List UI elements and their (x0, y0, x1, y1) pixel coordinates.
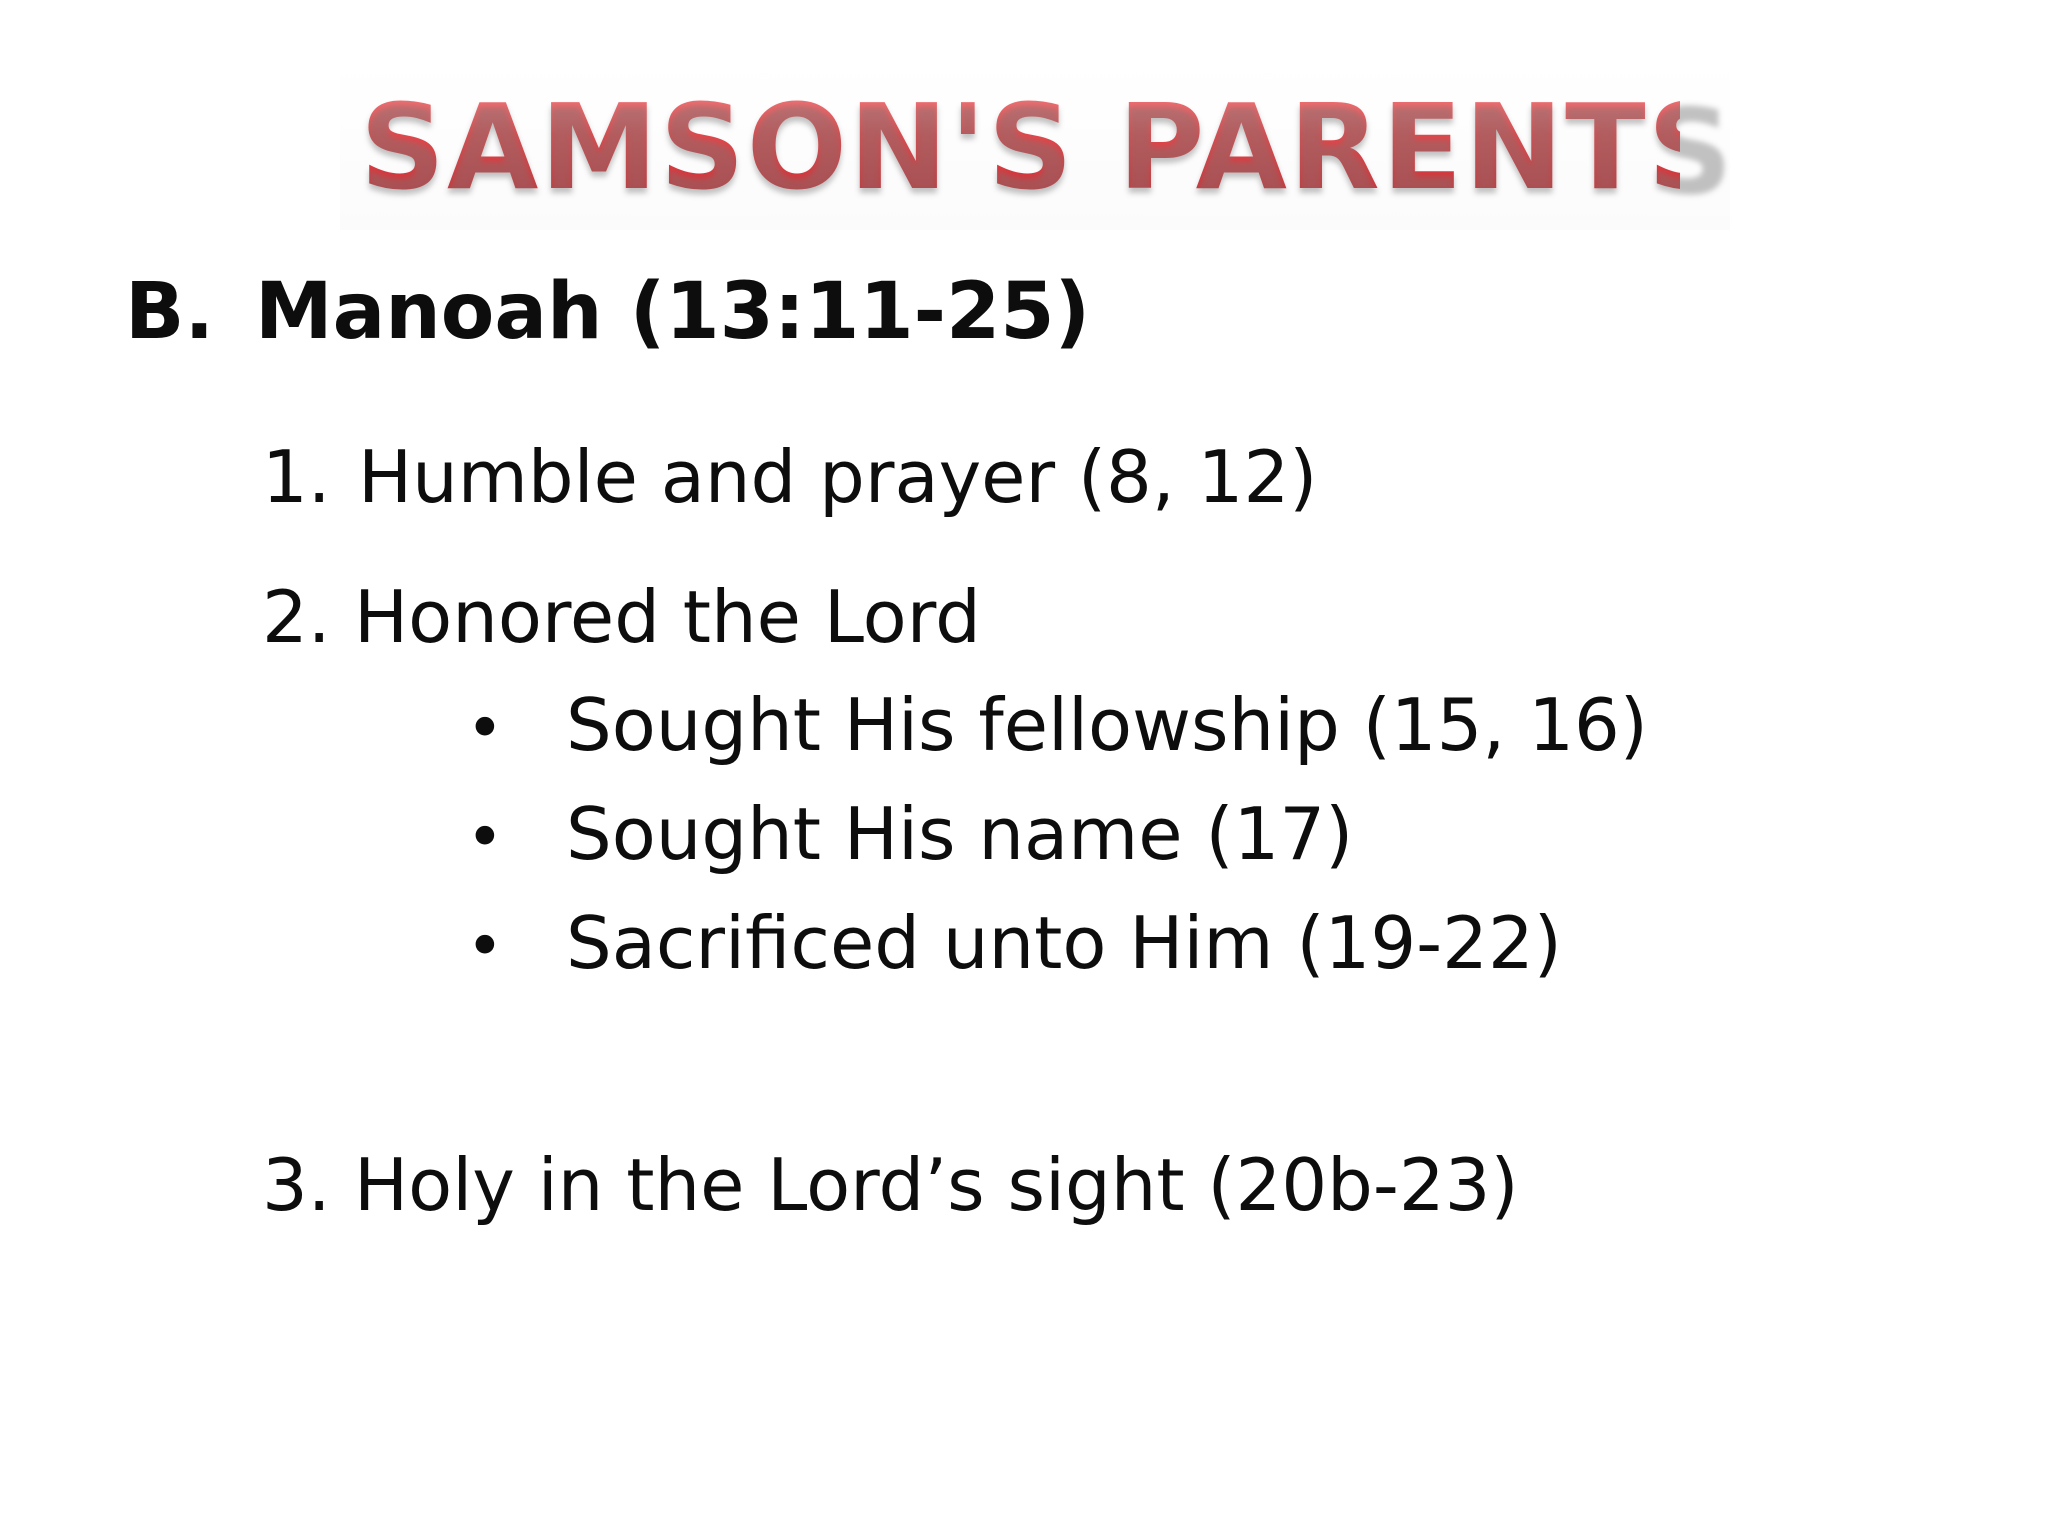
bullet-icon: • (466, 692, 504, 766)
list-item-text: Honored the Lord (354, 575, 981, 659)
list-item-text: Holy in the Lord’s sight (20b-23) (354, 1143, 1519, 1227)
list-item-1 (262, 432, 1317, 522)
list-item-number: 1. (262, 435, 331, 519)
sub-item-text: Sought His name (17) (566, 792, 1354, 876)
list-item-number: 2. (262, 575, 331, 659)
sub-item-1 (466, 680, 1648, 774)
list-item-text: Humble and prayer (8, 12) (358, 435, 1318, 519)
sub-item-3 (466, 898, 1562, 992)
section-heading (125, 262, 1090, 362)
list-item-number: 3. (262, 1143, 331, 1227)
section-letter: B. (125, 267, 215, 357)
sub-item-text: Sacrificed unto Him (19-22) (566, 901, 1562, 985)
sub-item-text: Sought His fellowship (15, 16) (566, 683, 1648, 767)
slide-title: SAMSON'S PARENTS (360, 72, 1680, 222)
sub-item-2 (466, 789, 1353, 883)
bullet-icon: • (466, 801, 504, 875)
section-heading-text: Manoah (13:11-25) (255, 267, 1091, 357)
list-item-2 (262, 572, 981, 662)
bullet-icon: • (466, 910, 504, 984)
list-item-3 (262, 1140, 1519, 1230)
